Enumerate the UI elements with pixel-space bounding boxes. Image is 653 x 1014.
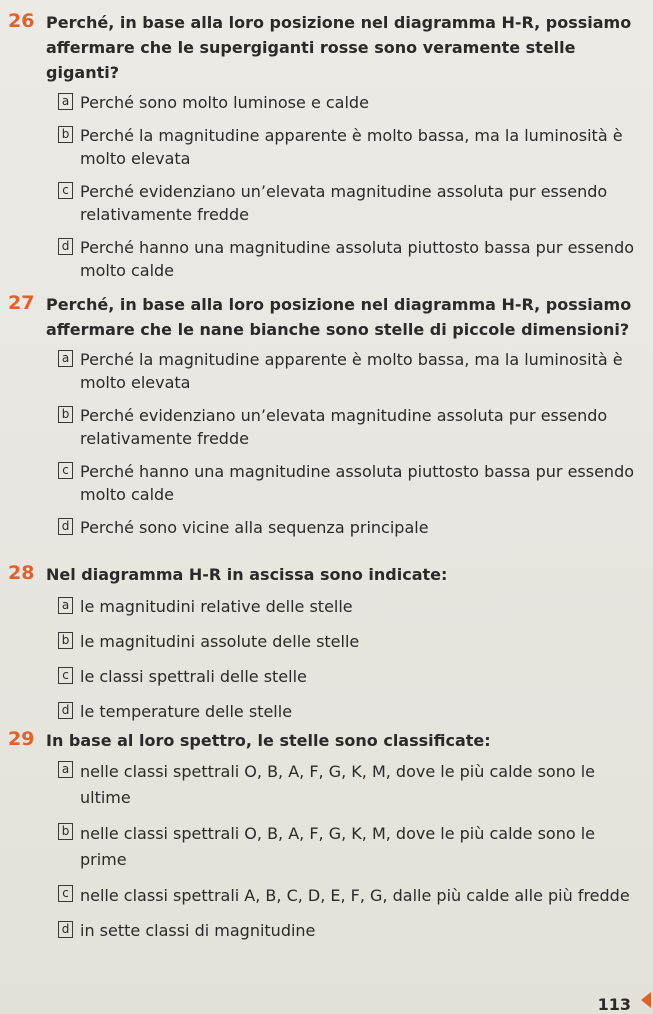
option-a[interactable] <box>58 595 643 618</box>
option-text: le temperature delle stelle <box>80 702 293 721</box>
option-a[interactable] <box>58 759 643 811</box>
option-text: Perché evidenziano un’elevata magnitudine assoluta pur essendo relativamente fredde <box>80 182 608 224</box>
question-number: 26 <box>8 10 35 32</box>
question-text: In base al loro spettro, le stelle sono classificate: <box>46 731 491 750</box>
option-text: Perché la magnitudine apparente è molto bassa, ma la luminosità è molto elevata <box>80 350 623 392</box>
option-d[interactable] <box>58 700 643 723</box>
option-text: le magnitudini assolute delle stelle <box>80 632 360 651</box>
option-a[interactable] <box>58 348 643 394</box>
question-text: Perché, in base alla loro posizione nel diagramma H-R, possiamo affermare che le supergiganti rosse sono veramente stelle giganti? <box>46 13 632 82</box>
option-d[interactable] <box>58 516 643 539</box>
page-corner-marker-icon <box>641 992 651 1008</box>
option-letter: c <box>58 667 73 684</box>
question-29 <box>8 728 643 942</box>
option-b[interactable] <box>58 821 643 873</box>
option-c[interactable] <box>58 460 643 506</box>
option-letter: c <box>58 885 73 902</box>
option-letter: a <box>58 93 73 110</box>
option-letter: b <box>58 632 73 649</box>
option-b[interactable] <box>58 124 643 170</box>
option-b[interactable] <box>58 404 643 450</box>
option-letter: b <box>58 126 73 143</box>
question-27 <box>8 292 643 539</box>
option-c[interactable] <box>58 883 643 909</box>
option-letter: c <box>58 182 73 199</box>
option-d[interactable] <box>58 919 643 942</box>
option-text: Perché hanno una magnitudine assoluta piuttosto bassa pur essendo molto calde <box>80 238 635 280</box>
question-text: Nel diagramma H-R in ascissa sono indicate: <box>46 565 448 584</box>
option-letter: a <box>58 761 73 778</box>
option-text: nelle classi spettrali A, B, C, D, E, F, G, dalle più calde alle più fredde <box>80 886 630 905</box>
page-number: 113 <box>597 995 631 1014</box>
option-letter: a <box>58 350 73 367</box>
question-number: 27 <box>8 292 35 314</box>
option-text: Perché evidenziano un’elevata magnitudine assoluta pur essendo relativamente fredde <box>80 406 608 448</box>
option-text: Perché la magnitudine apparente è molto bassa, ma la luminosità è molto elevata <box>80 126 623 168</box>
option-text: nelle classi spettrali O, B, A, F, G, K, M, dove le più calde sono le prime <box>80 824 596 869</box>
question-26 <box>8 10 643 282</box>
option-letter: b <box>58 823 73 840</box>
option-text: Perché hanno una magnitudine assoluta piuttosto bassa pur essendo molto calde <box>80 462 635 504</box>
option-letter: a <box>58 597 73 614</box>
question-number: 28 <box>8 562 35 584</box>
option-text: le magnitudini relative delle stelle <box>80 597 353 616</box>
option-b[interactable] <box>58 630 643 653</box>
option-text: le classi spettrali delle stelle <box>80 667 307 686</box>
option-text: nelle classi spettrali O, B, A, F, G, K, M, dove le più calde sono le ultime <box>80 762 596 807</box>
option-d[interactable] <box>58 236 643 282</box>
option-letter: d <box>58 921 73 938</box>
question-text: Perché, in base alla loro posizione nel diagramma H-R, possiamo affermare che le nane bianche sono stelle di piccole dimensioni? <box>46 295 632 339</box>
option-letter: d <box>58 238 73 255</box>
option-c[interactable] <box>58 665 643 688</box>
option-text: Perché sono molto luminose e calde <box>80 93 369 112</box>
option-text: Perché sono vicine alla sequenza principale <box>80 518 429 537</box>
option-a[interactable] <box>58 91 643 114</box>
option-c[interactable] <box>58 180 643 226</box>
question-28 <box>8 562 643 723</box>
option-letter: c <box>58 462 73 479</box>
question-number: 29 <box>8 728 35 750</box>
option-letter: b <box>58 406 73 423</box>
option-letter: d <box>58 702 73 719</box>
option-letter: d <box>58 518 73 535</box>
option-text: in sette classi di magnitudine <box>80 921 316 940</box>
